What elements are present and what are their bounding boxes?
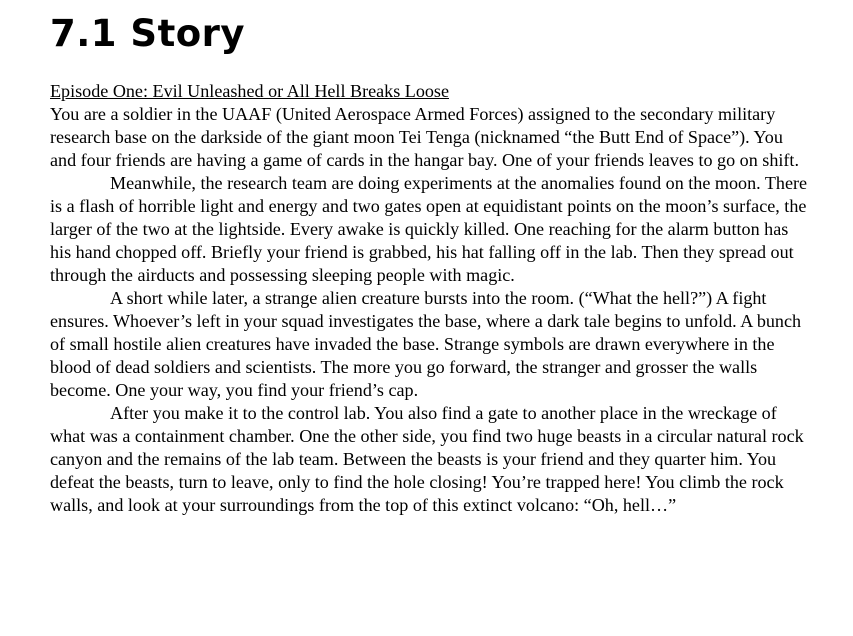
story-paragraph-4: After you make it to the control lab. You also find a gate to another place in the wreckage of what was a containment chamber. One the other side, you find two huge beasts in a circular natural rock canyon and the remains of the lab team. Between the beasts is your friend and they quarter him. You defeat the beasts, turn to leave, only to find the hole closing! You’re trapped here! You climb the rock walls, and look at your surroundings from the top of this extinct volcano: “Oh, hell…” [50,403,804,515]
episode-title: Episode One: Evil Unleashed or All Hell Breaks Loose [50,81,449,101]
story-body [50,80,810,517]
story-paragraph-2: Meanwhile, the research team are doing experiments at the anomalies found on the moon. There is a flash of horrible light and energy and two gates open at equidistant points on the moon’s surface, the larger of the two at the lightside. Every awake is quickly killed. One reaching for the alarm button has his hand chopped off. Briefly your friend is grabbed, his hat falling off in the lab. Then they spread out through the airducts and possessing sleeping people with magic. [50,173,808,285]
story-paragraph-3: A short while later, a strange alien creature bursts into the room. (“What the hell?”) A fight ensures. Whoever’s left in your squad investigates the base, where a dark tale begins to unfold. A bunch of small hostile alien creatures have invaded the base. Strange symbols are drawn everywhere in the blood of dead soldiers and scientists. The more you go forward, the stranger and grosser the walls become. One your way, you find your friend’s cap. [50,288,802,400]
document-page [50,0,810,517]
story-paragraph-1: You are a soldier in the UAAF (United Aerospace Armed Forces) assigned to the secondary military research base on the darkside of the giant moon Tei Tenga (nicknamed “the Butt End of Space”). You and four friends are having a game of cards in the hangar bay. One of your friends leaves to go on shift. [50,104,799,170]
section-heading: 7.1 Story [50,12,246,55]
